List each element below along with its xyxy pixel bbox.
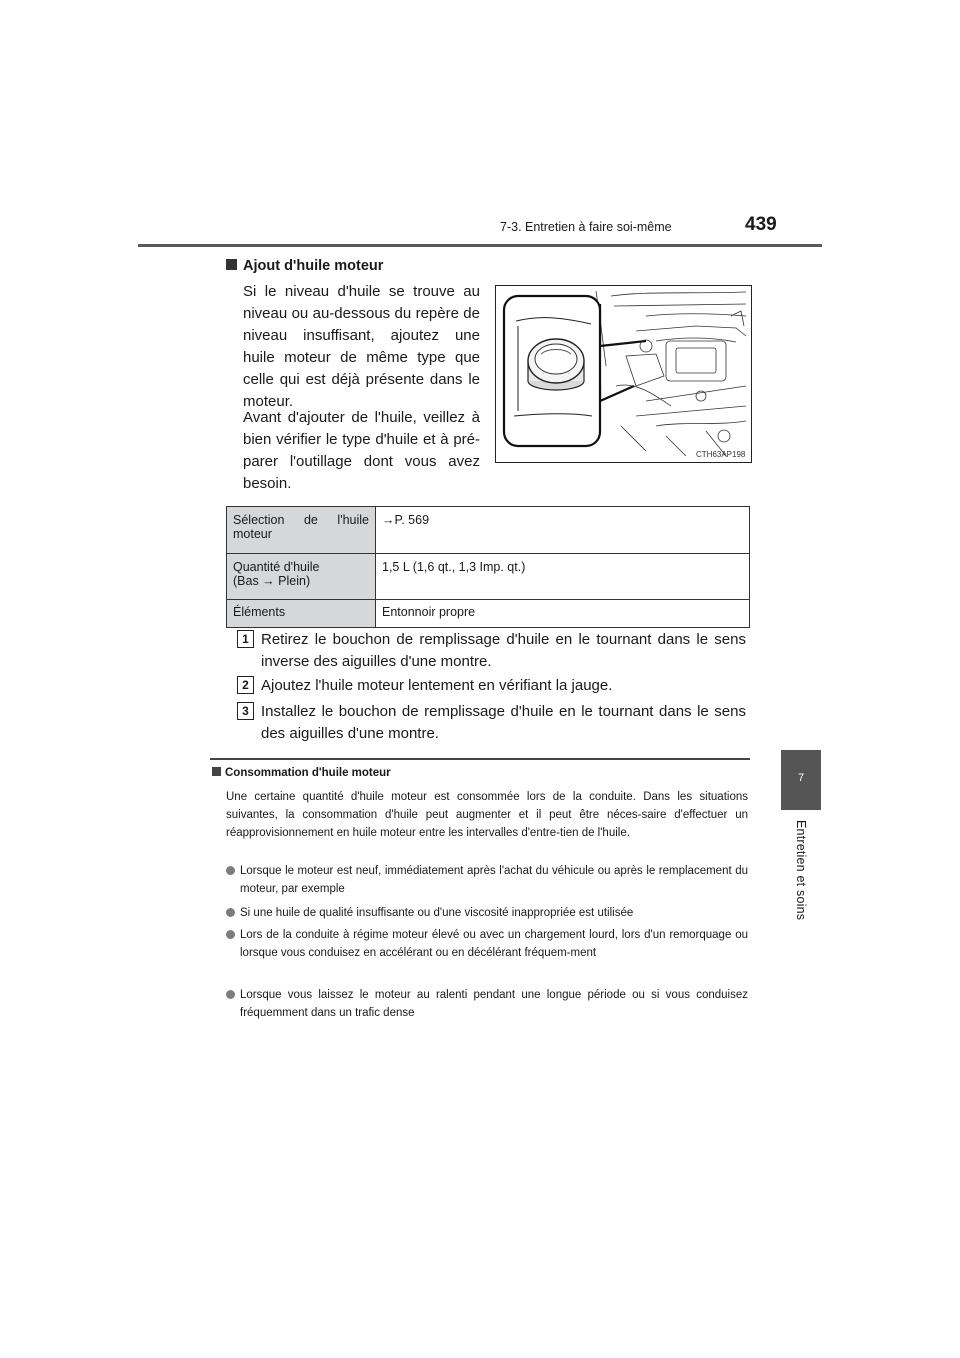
- square-bullet-icon: [226, 259, 237, 270]
- table-value: Entonnoir propre: [376, 600, 750, 628]
- header-rule: [138, 244, 822, 247]
- table-key-line: (Bas → Plein): [233, 574, 311, 588]
- table-key: [227, 554, 376, 600]
- table-row: [227, 600, 750, 628]
- illustration-code: CTH63AP198: [696, 450, 746, 459]
- step-text: Ajoutez l'huile moteur lentement en vérifiant la jauge.: [261, 677, 613, 694]
- note-heading: [212, 767, 391, 779]
- step-text: Installez le bouchon de remplissage d'huile en le tournant dans le sens des aiguilles d'une montre.: [261, 703, 746, 742]
- bullet-dot-icon: [226, 930, 235, 939]
- table-row: [227, 554, 750, 600]
- running-header-section-title: 7-3. Entretien à faire soi-même: [500, 220, 672, 234]
- step-number-badge: 1: [237, 630, 254, 648]
- list-item: [226, 986, 748, 1022]
- chapter-tab-label: Entretien et soins: [794, 820, 808, 921]
- section-heading: [226, 258, 383, 274]
- engine-bay-drawing: [496, 286, 751, 462]
- list-item-text: Lors de la conduite à régime moteur élevé ou avec un chargement lourd, lors d'un remorquage ou lorsque vous conduisez en accélérant ou en décélérant fréquem-ment: [240, 929, 748, 959]
- table-key: Éléments: [227, 600, 376, 628]
- list-item: [226, 904, 748, 922]
- note-heading-text: Consommation d'huile moteur: [225, 767, 391, 779]
- oil-spec-table: [226, 506, 750, 628]
- note-divider: [210, 758, 750, 760]
- chapter-tab-number: 7: [797, 772, 805, 784]
- section-heading-text: Ajout d'huile moteur: [243, 258, 384, 274]
- square-bullet-icon: [212, 767, 221, 776]
- table-value: 1,5 L (1,6 qt., 1,3 Imp. qt.): [376, 554, 750, 600]
- bullet-dot-icon: [226, 990, 235, 999]
- bullet-dot-icon: [226, 866, 235, 875]
- table-row: [227, 507, 750, 554]
- table-key: Sélection de l'huile moteur: [227, 507, 376, 554]
- intro-paragraph: Si le niveau d'huile se trouve au niveau ou au-dessous du repère de niveau insuffisant, ajoutez une huile moteur de même type que celle qui est déjà présente dans le moteur.: [243, 283, 480, 410]
- list-item: [226, 926, 748, 962]
- note-body: Une certaine quantité d'huile moteur est consommée lors de la conduite. Dans les situations suivantes, la consommation d'huile peut augmenter et il peut être néces-saire d'effectuer un réapprovisionnement en huile moteur entre les intervalles d'entre-tien de l'huile.: [226, 791, 748, 839]
- list-item: [226, 862, 748, 898]
- list-item-text: Lorsque le moteur est neuf, immédiatement après l'achat du véhicule ou après le remplacement du moteur, par exemple: [240, 865, 748, 895]
- page-number: 439: [745, 214, 777, 235]
- preparation-paragraph: Avant d'ajouter de l'huile, veillez à bien vérifier le type d'huile et à pré-parer l'outillage dont vous avez besoin.: [243, 409, 480, 492]
- bullet-dot-icon: [226, 908, 235, 917]
- list-item-text: Lorsque vous laissez le moteur au ralenti pendant une longue période ou si vous conduisez fréquemment dans un trafic dense: [240, 989, 748, 1019]
- engine-oil-cap-illustration: [495, 285, 752, 463]
- table-key-line: Quantité d'huile: [233, 560, 320, 574]
- table-value-link[interactable]: →P. 569: [376, 507, 750, 554]
- step-number-badge: 2: [237, 676, 254, 694]
- step-number-badge: 3: [237, 702, 254, 720]
- step-text: Retirez le bouchon de remplissage d'huile en le tournant dans le sens inverse des aiguilles d'une montre.: [261, 631, 746, 670]
- list-item-text: Si une huile de qualité insuffisante ou d'une viscosité inappropriée est utilisée: [240, 907, 634, 919]
